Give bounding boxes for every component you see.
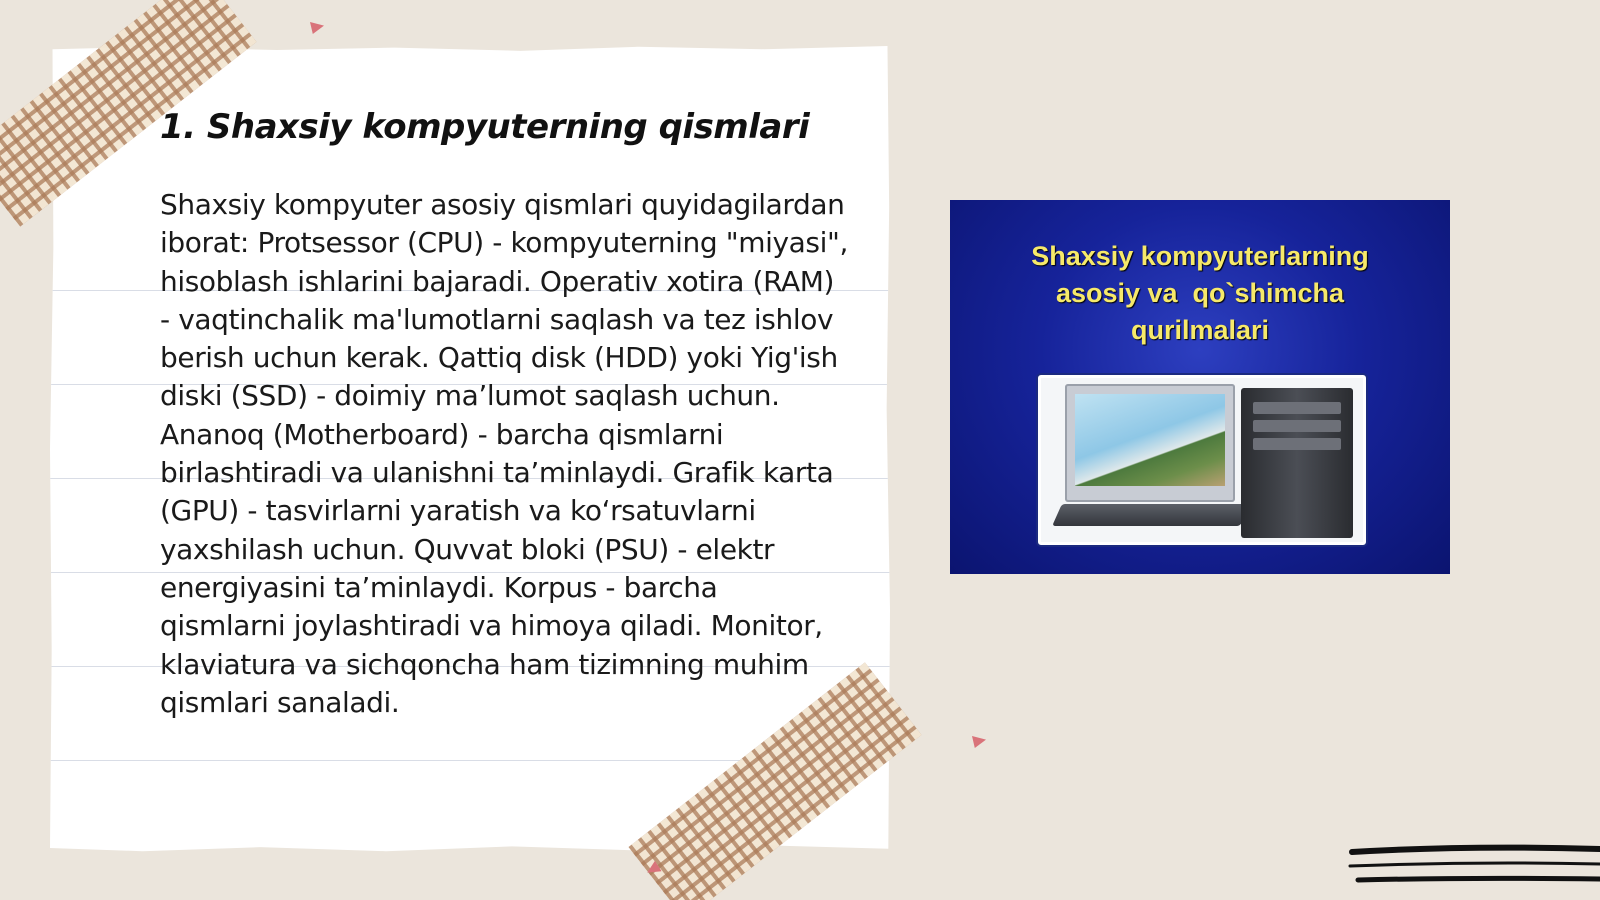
monitor-screen <box>1075 394 1225 486</box>
system-unit-icon <box>1241 388 1353 538</box>
slide-body-text: Shaxsiy kompyuter asosiy qismlari quyidagilardan iborat: Protsessor (CPU) - kompyuterning "miyasi", hisoblash ishlarini bajaradi. Operativ xotira (RAM) - vaqtinchalik ma'lumotlarni saqlash va tez ishlov berish uchun kerak. Qattiq disk (HDD) yoki Yig'ish diski (SSD) - doimiy ma’lumot saqlash uchun. Ananoq (Motherboard) - barcha qismlarni birlashtiradi va ulanishni ta’minlaydi. Grafik karta (GPU) - tasvirlarni yaratish va ko‘rsatuvlarni yaxshilash uchun. Quvvat bloki (PSU) - elektr energiyasini ta’minlaydi. Korpus - barcha qismlarni joylashtiradi va himoya qiladi. Monitor, klaviatura va sichqoncha ham tizimning muhim qismlari sanaladi. <box>160 188 848 719</box>
pin-decoration <box>310 22 324 34</box>
drive-bay <box>1253 438 1341 450</box>
desktop-computer-icon <box>1038 375 1366 545</box>
keyboard-icon <box>1052 504 1250 526</box>
image-caption <box>950 238 1450 349</box>
image-caption-line: Shaxsiy kompyuterlarning <box>1031 241 1369 271</box>
pin-decoration <box>972 736 986 748</box>
drive-bay <box>1253 420 1341 432</box>
image-caption-line: asosiy va qo`shimcha <box>1055 278 1345 308</box>
computer-parts-image <box>950 200 1450 574</box>
drive-bay <box>1253 402 1341 414</box>
monitor-icon <box>1065 384 1235 502</box>
image-caption-line: qurilmalari <box>1130 315 1270 345</box>
slide-title: 1. Shaxsiy kompyuterning qismlari <box>160 107 810 147</box>
